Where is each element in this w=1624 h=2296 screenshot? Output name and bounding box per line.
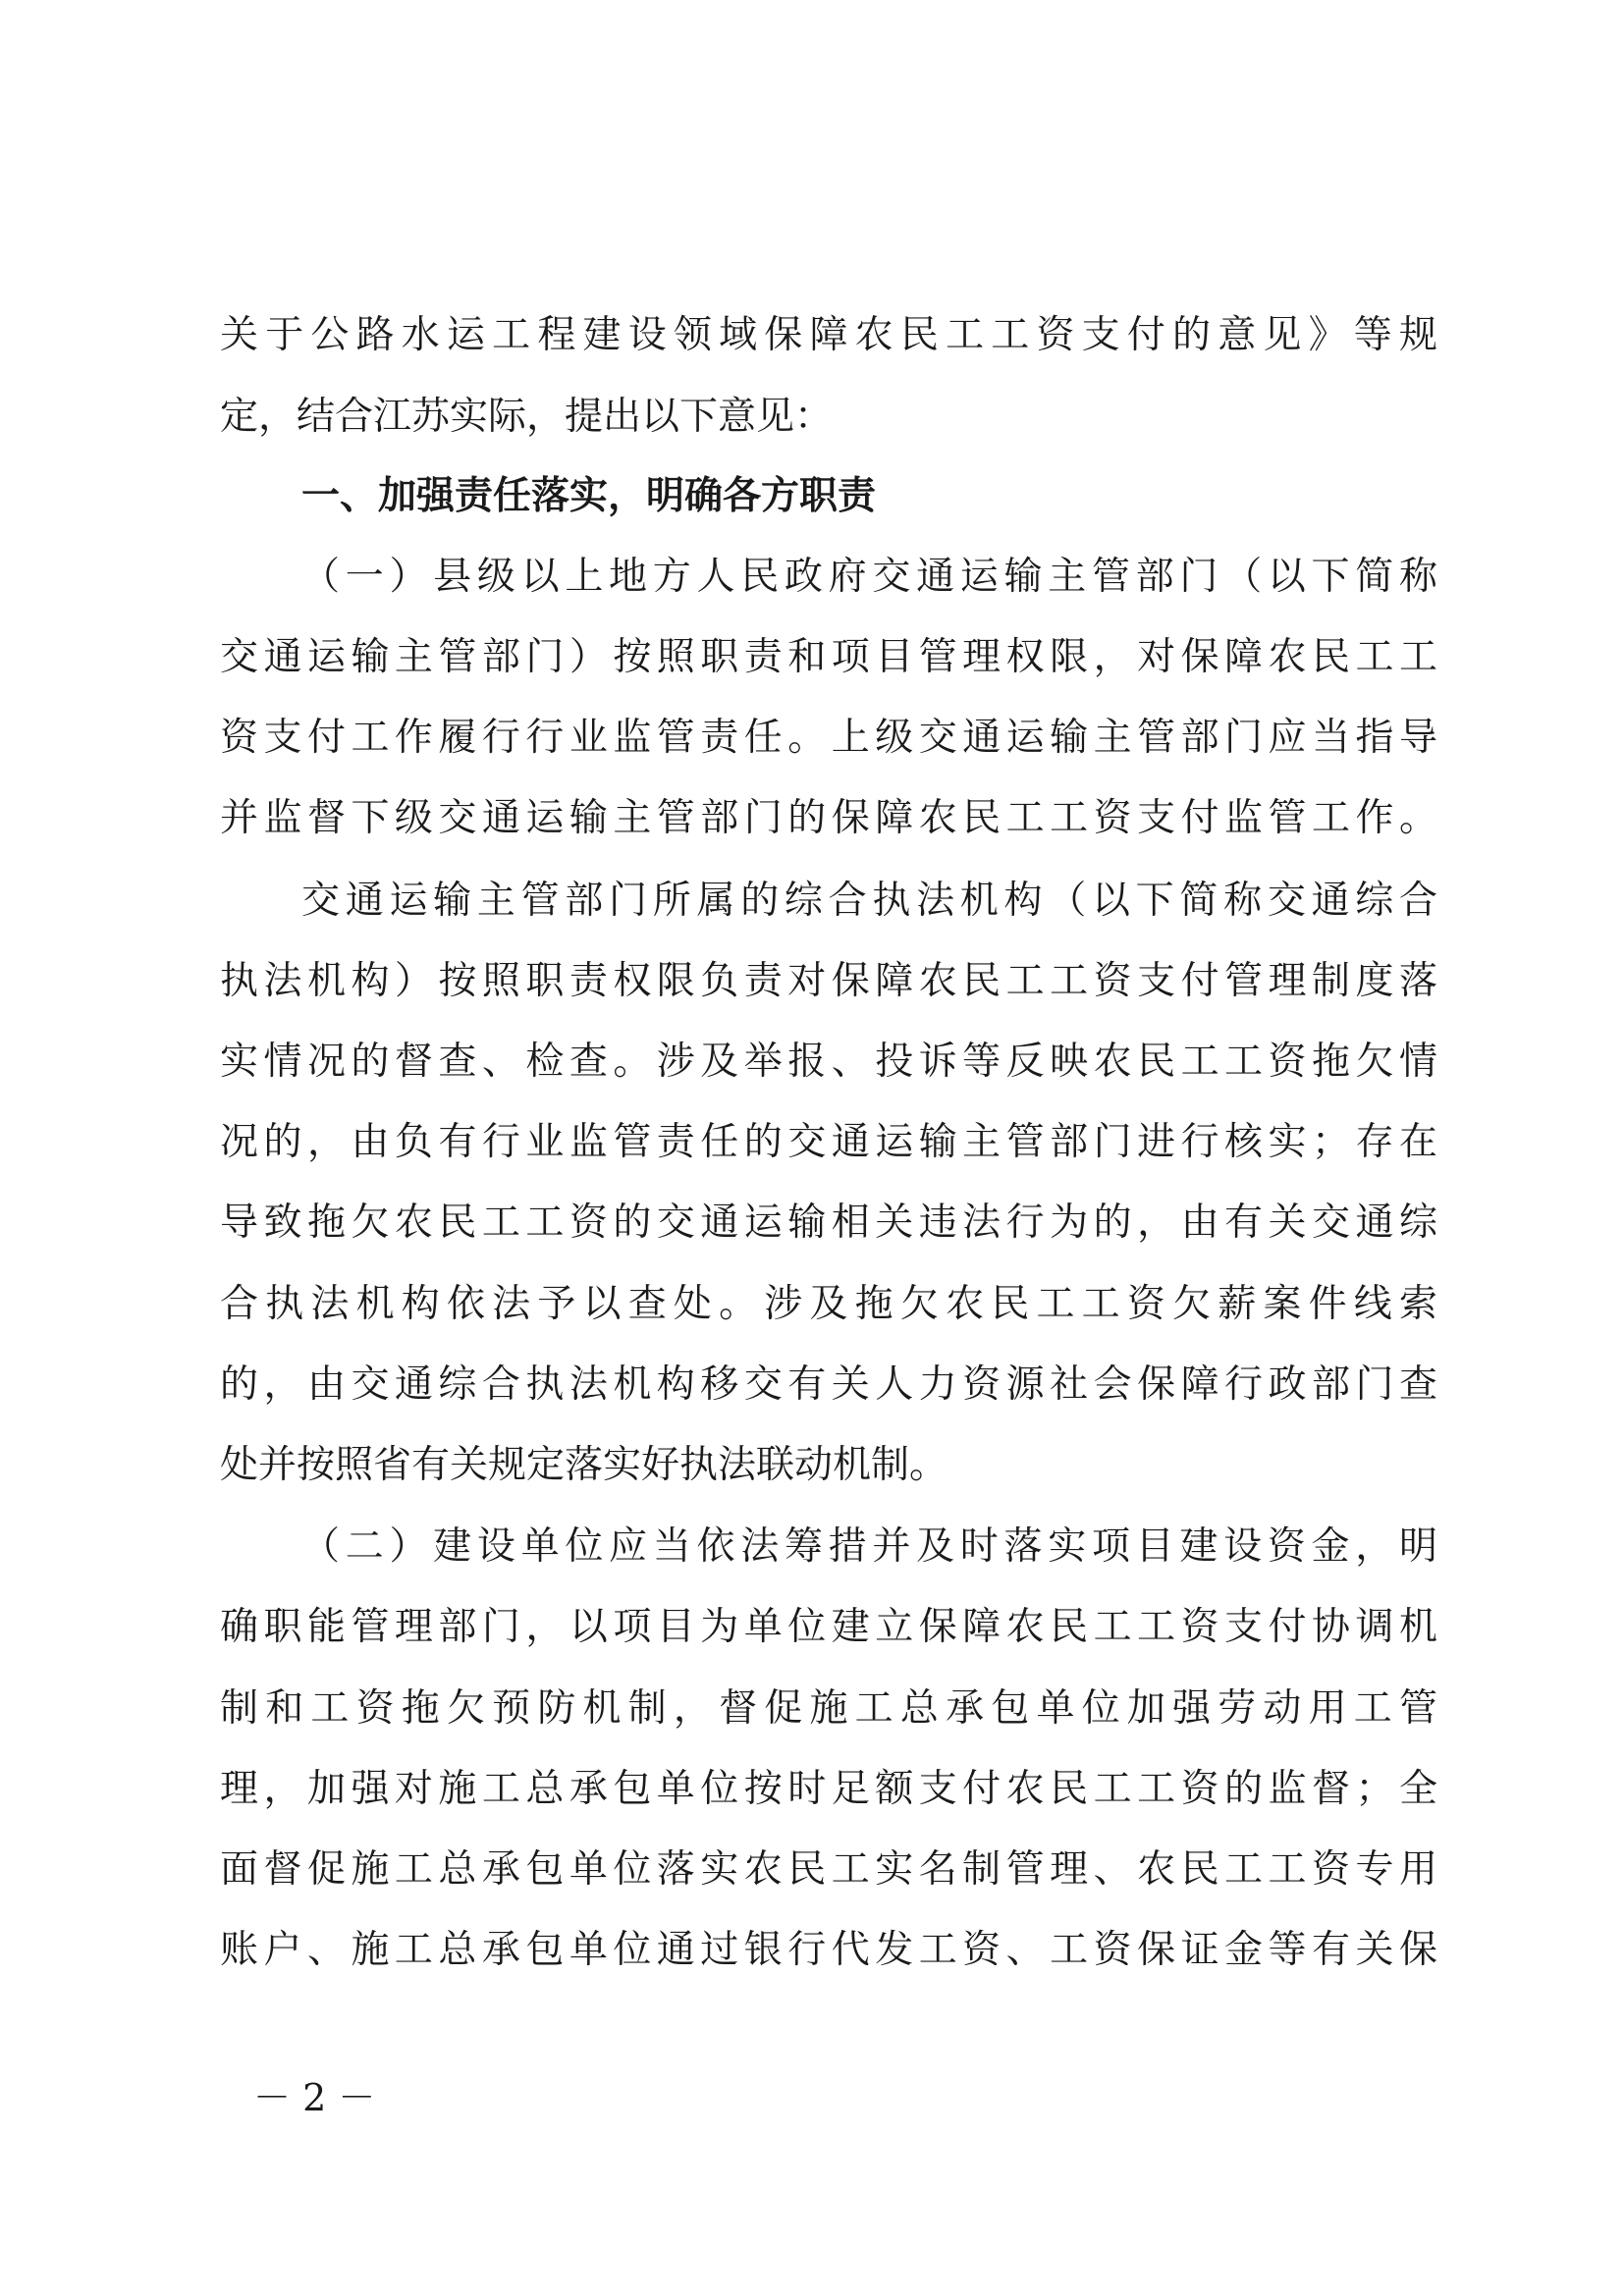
body-line: 制和工资拖欠预防机制，督促施工总承包单位加强劳动用工管 [220,1686,1437,1731]
body-line: 况的，由负有行业监管责任的交通运输主管部门进行核实；存在 [220,1120,1437,1164]
body-line: 实情况的督查、检查。涉及举报、投诉等反映农民工工资拖欠情 [220,1040,1437,1084]
body-line: 资支付工作履行行业监管责任。上级交通运输主管部门应当指导 [220,716,1437,760]
body-line: 导致拖欠农民工工资的交通运输相关违法行为的，由有关交通综 [220,1201,1437,1245]
body-line: （一）县级以上地方人民政府交通运输主管部门（以下简称 [301,555,1437,599]
body-line: 交通运输主管部门）按照职责和项目管理权限，对保障农民工工 [220,635,1437,679]
body-line: 并监督下级交通运输主管部门的保障农民工工资支付监管工作。 [220,796,1437,840]
page-number: － 2 － [253,2076,376,2119]
body-line: 合执法机构依法予以查处。涉及拖欠农民工工资欠薪案件线索 [220,1282,1437,1326]
body-line: 理，加强对施工总承包单位按时足额支付农民工工资的监督；全 [220,1767,1437,1811]
body-line: 执法机构）按照职责权限负责对保障农民工工资支付管理制度落 [220,959,1437,1003]
body-line: 的，由交通综合执法机构移交有关人力资源社会保障行政部门查 [220,1362,1437,1407]
body-line: 面督促施工总承包单位落实农民工实名制管理、农民工工资专用 [220,1847,1437,1892]
body-line: 处并按照省有关规定落实好执法联动机制。 [220,1443,948,1487]
body-line: 关于公路水运工程建设领域保障农民工工资支付的意见》等规 [220,313,1437,357]
body-line: 定，结合江苏实际，提出以下意见： [220,395,834,439]
body-line: 账户、施工总承包单位通过银行代发工资、工资保证金等有关保 [220,1928,1437,1972]
body-line: 交通运输主管部门所属的综合执法机构（以下简称交通综合 [301,879,1437,923]
body-line: 确职能管理部门，以项目为单位建立保障农民工工资支付协调机 [220,1605,1437,1649]
body-line: （二）建设单位应当依法筹措并及时落实项目建设资金，明 [301,1524,1437,1569]
section-heading: 一、加强责任落实，明确各方职责 [301,474,877,518]
